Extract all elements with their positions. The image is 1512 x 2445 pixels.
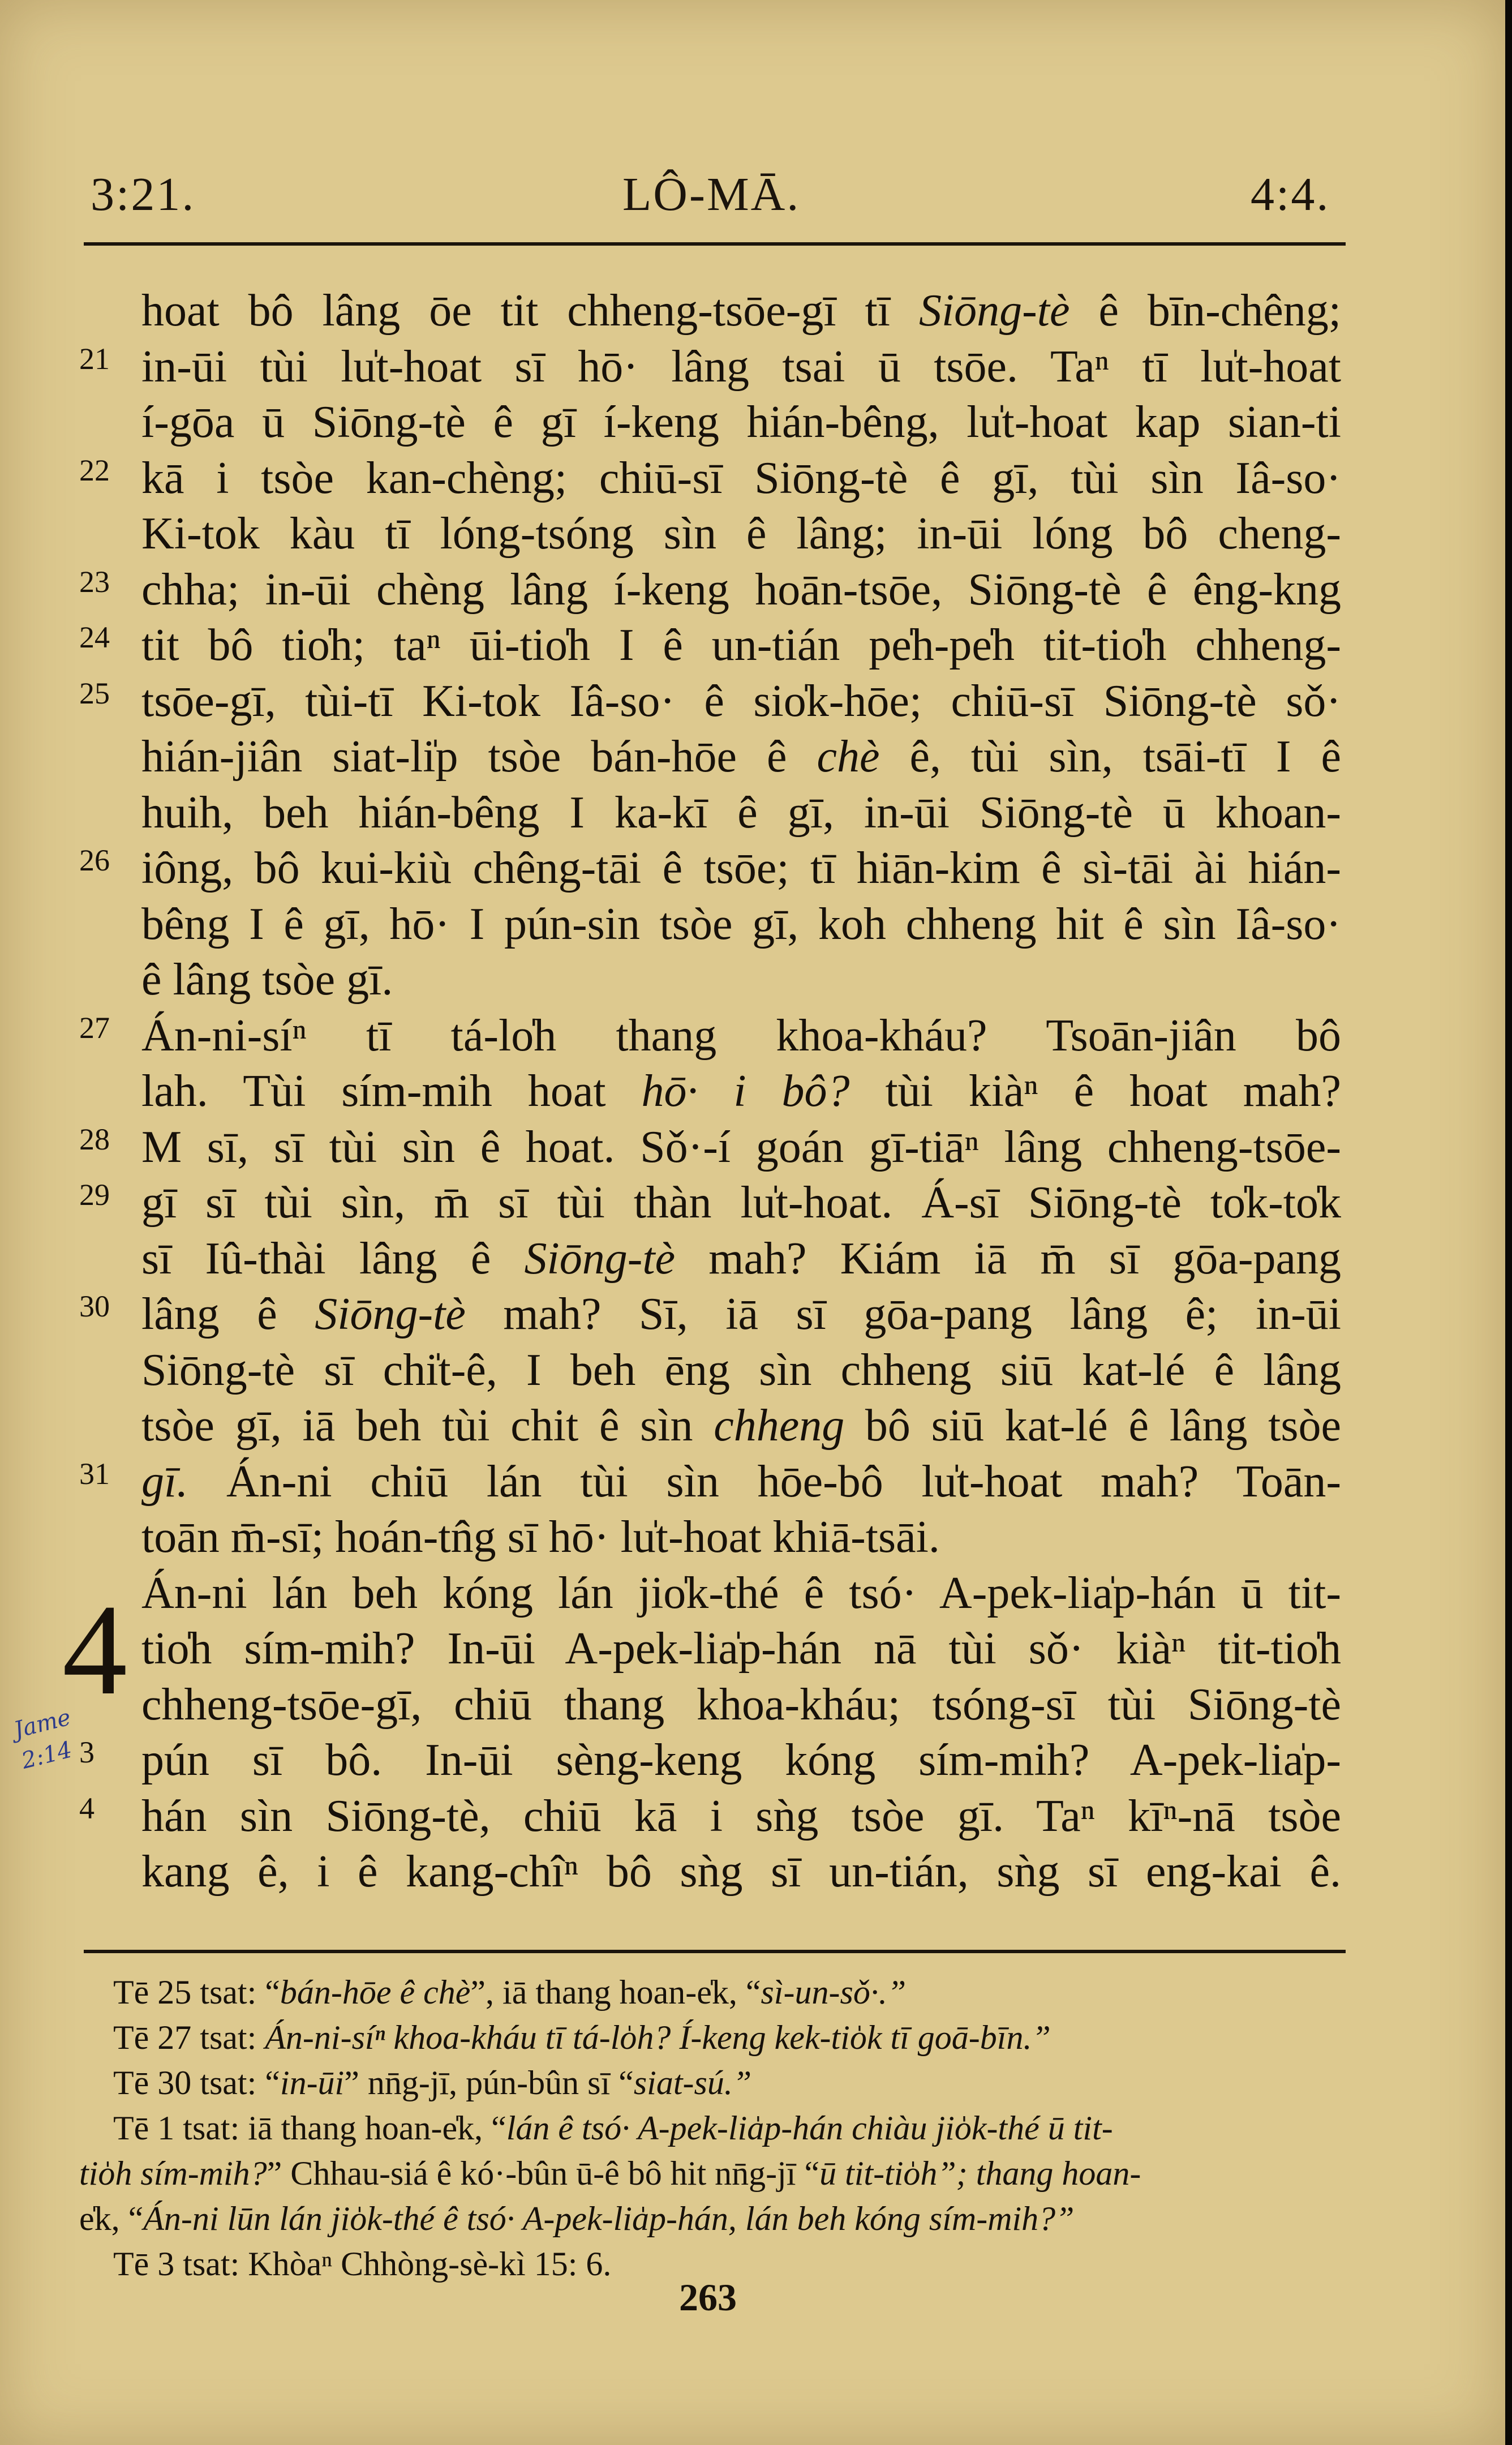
italic-text: Siōng-tè xyxy=(524,1233,676,1284)
text-line xyxy=(141,394,1341,451)
verse-number: 30 xyxy=(79,1289,110,1323)
footnote-line xyxy=(74,2151,1341,2196)
footnote-line xyxy=(74,2196,1341,2241)
verse-number: 26 xyxy=(79,843,110,877)
text-line xyxy=(141,1565,1341,1622)
line-text: hián-jiân siat-li̍p tsòe bán-hōe ê xyxy=(141,732,817,782)
line-text: toān m̄-sī; hoán-tn̂g sī hō· lu̍t-hoat khiā-tsāi. xyxy=(141,1512,940,1562)
text-line xyxy=(141,1844,1341,1900)
text-line xyxy=(79,1119,1341,1176)
italic-text: chè xyxy=(817,732,880,782)
line-text: lah. Tùi sím-mih hoat xyxy=(141,1066,642,1116)
line-text: chha; in-ūi chèng lâng í-keng hoān-tsōe, Siōng-tè ê êng-kng xyxy=(141,564,1341,615)
verse-number: 21 xyxy=(79,341,110,376)
text-line xyxy=(79,1286,1341,1342)
text-line xyxy=(141,283,1341,339)
text-line xyxy=(79,1008,1341,1064)
verse-number: 3 xyxy=(79,1735,94,1769)
chapter-number: 4 xyxy=(62,1577,127,1722)
italic-text: hō· i bô? xyxy=(641,1066,850,1116)
line-text: Án-ni chiū lán tùi sìn hōe-bô lu̍t-hoat mah? Toān- xyxy=(188,1456,1341,1507)
footnote-italic: lán ê tsó· A-pek-lia̍p-hán chiàu jio̍k-thé ū tit- xyxy=(506,2109,1113,2147)
footnote-line xyxy=(74,1970,1341,2015)
footnote-line xyxy=(74,2105,1341,2151)
line-text: M sī, sī tùi sìn ê hoat. Sǒ·-í goán gī-tiāⁿ lâng chheng-tsōe- xyxy=(141,1122,1341,1172)
italic-text: gī. xyxy=(141,1456,188,1507)
text-line xyxy=(141,952,1341,1008)
line-text: Án-ni lán beh kóng lán jio̍k-thé ê tsó· A-pek-lia̍p-hán ū tit- xyxy=(141,1568,1341,1618)
verse-number: 24 xyxy=(79,620,110,654)
footnote-italic: bán-hōe ê chè xyxy=(280,1974,471,2011)
verse-number: 31 xyxy=(79,1456,110,1491)
footnote-text: Tē 25 tsat: “ xyxy=(113,1974,280,2011)
italic-text: chheng xyxy=(714,1401,845,1451)
footnote-text: ” Chhau-siá ê kó·-bûn ū-ê bô hit nn̄g-jī “ xyxy=(267,2155,820,2192)
text-line xyxy=(79,1732,1341,1788)
line-text: pún sī bô. In-ūi sèng-keng kóng sím-mih? A-pek-lia̍p- xyxy=(141,1735,1341,1785)
line-text: Án-ni-síⁿ tī tá-lo̍h thang khoa-kháu? Tsoān-jiân bô xyxy=(141,1010,1341,1061)
header-rule xyxy=(84,242,1346,246)
text-line xyxy=(141,506,1341,562)
text-line xyxy=(141,1342,1341,1399)
footnote-rule xyxy=(84,1950,1346,1953)
footnote-text: Tē 30 tsat: “ xyxy=(113,2064,280,2101)
line-text: Siōng-tè sī chi̍t-ê, I beh ēng sìn chheng siū kat-lé ê lâng xyxy=(141,1345,1341,1395)
text-line xyxy=(141,1063,1341,1119)
line-text: tit bô tio̍h; taⁿ ūi-tio̍h I ê un-tián pe̍h-pe̍h tit-tio̍h chheng- xyxy=(141,620,1341,670)
line-text: ê bīn-chêng; xyxy=(1069,286,1342,336)
footnote-text: e̍k, “ xyxy=(79,2200,144,2237)
scripture-text xyxy=(79,283,1342,1900)
text-line xyxy=(79,1175,1341,1231)
text-line xyxy=(79,840,1341,896)
verse-number: 27 xyxy=(79,1010,110,1045)
line-text: sī Iû-thài lâng ê xyxy=(141,1233,525,1284)
line-text: tsōe-gī, tùi-tī Ki-tok Iâ-so· ê sio̍k-hōe; chiū-sī Siōng-tè sǒ· xyxy=(141,676,1341,726)
verse-number: 4 xyxy=(79,1791,94,1825)
line-text: ê lâng tsòe gī. xyxy=(141,955,393,1005)
line-text: mah? Kiám iā m̄ sī gōa-pang xyxy=(675,1233,1342,1284)
footnote-italic: in-ūi xyxy=(280,2064,345,2101)
text-line xyxy=(79,451,1341,507)
footnote-italic: tio̍h sím-mih? xyxy=(79,2155,267,2192)
line-text: tsòe gī, iā beh tùi chit ê sìn xyxy=(141,1401,714,1451)
text-line xyxy=(141,1621,1341,1677)
header-left-reference: 3:21. xyxy=(91,168,196,221)
footnote-line xyxy=(74,2060,1341,2105)
footnote-text: ”, iā thang hoan-e̍k, “ xyxy=(470,1974,761,2011)
text-line xyxy=(79,562,1341,618)
footnote-italic: Án-ni-síⁿ khoa-kháu tī tá-lo̍h? Í-keng kek-tio̍k tī goā-bīn.” xyxy=(265,2019,1051,2056)
footnote-text: Tē 3 tsat: Khòaⁿ Chhòng-sè-kì 15: 6. xyxy=(113,2245,612,2283)
handwritten-annotation: Jame 2:14 xyxy=(11,1704,75,1774)
text-line xyxy=(141,1677,1341,1733)
line-text: tio̍h sím-mih? In-ūi A-pek-lia̍p-hán nā tùi sǒ· kiàⁿ tit-tio̍h xyxy=(141,1624,1341,1674)
text-line xyxy=(79,339,1341,395)
line-text: bêng I ê gī, hō· I pún-sin tsòe gī, koh chheng hit ê sìn Iâ-so· xyxy=(141,899,1341,949)
line-text: mah? Sī, iā sī gōa-pang lâng ê; in-ūi xyxy=(465,1289,1341,1339)
text-line xyxy=(79,617,1341,674)
footnotes xyxy=(74,1970,1341,2287)
line-text: iông, bô kui-kiù chêng-tāi ê tsōe; tī hiān-kim ê sì-tāi ài hián- xyxy=(141,843,1341,893)
text-line xyxy=(141,1231,1341,1287)
line-text: kā i tsòe kan-chèng; chiū-sī Siōng-tè ê gī, tùi sìn Iâ-so· xyxy=(141,453,1341,503)
header-right-reference: 4:4. xyxy=(1251,168,1330,221)
line-text: bô siū kat-lé ê lâng tsòe xyxy=(844,1401,1342,1451)
footnote-italic: Án-ni lūn lán jio̍k-thé ê tsó· A-pek-lia̍p-hán, lán beh kóng sím-mih?” xyxy=(143,2200,1075,2237)
footnote-text: Tē 27 tsat: xyxy=(113,2019,265,2056)
italic-text: Siōng-tè xyxy=(918,286,1070,336)
text-line xyxy=(141,729,1341,785)
footnote-italic: siat-sú.” xyxy=(633,2064,752,2101)
footnote-text: Tē 1 tsat: iā thang hoan-e̍k, “ xyxy=(113,2109,506,2147)
line-text: lâng ê xyxy=(141,1289,315,1339)
line-text: huih, beh hián-bêng I ka-kī ê gī, in-ūi Siōng-tè ū khoan- xyxy=(141,787,1341,838)
line-text: hán sìn Siōng-tè, chiū kā i sǹg tsòe gī. Taⁿ kīⁿ-nā tsòe xyxy=(141,1791,1341,1841)
text-line xyxy=(79,1454,1341,1510)
footnote-line xyxy=(74,2015,1341,2060)
italic-text: Siōng-tè xyxy=(315,1289,466,1339)
line-text: hoat bô lâng ōe tit chheng-tsōe-gī tī xyxy=(141,286,919,336)
line-text: í-gōa ū Siōng-tè ê gī í-keng hián-bêng, lu̍t-hoat kap sian-ti xyxy=(141,397,1341,447)
verse-number: 28 xyxy=(79,1122,110,1156)
verse-number: 29 xyxy=(79,1178,110,1212)
header-book-title: LÔ-MĀ. xyxy=(622,168,801,221)
verse-number: 22 xyxy=(79,453,110,487)
line-text: kang ê, i ê kang-chîⁿ bô sǹg sī un-tián, sǹg sī eng-kai ê. xyxy=(141,1847,1341,1897)
text-line xyxy=(141,1398,1341,1454)
verse-number: 23 xyxy=(79,564,110,599)
text-line xyxy=(141,896,1341,953)
text-line xyxy=(141,1509,1341,1565)
text-line xyxy=(141,785,1341,841)
page-number: 263 xyxy=(679,2276,737,2319)
line-text: in-ūi tùi lu̍t-hoat sī hō· lâng tsai ū tsōe. Taⁿ tī lu̍t-hoat xyxy=(141,341,1341,392)
text-line xyxy=(79,1788,1341,1845)
line-text: tùi kiàⁿ ê hoat mah? xyxy=(849,1066,1341,1116)
line-text: chheng-tsōe-gī, chiū thang khoa-kháu; tsóng-sī tùi Siōng-tè xyxy=(141,1679,1341,1730)
line-text: ê, tùi sìn, tsāi-tī I ê xyxy=(879,732,1341,782)
footnote-italic: sì-un-sǒ·.” xyxy=(761,1974,907,2011)
line-text: Ki-tok kàu tī lóng-tsóng sìn ê lâng; in-ūi lóng bô cheng- xyxy=(141,509,1341,559)
line-text: gī sī tùi sìn, m̄ sī tùi thàn lu̍t-hoat. Á-sī Siōng-tè to̍k-to̍k xyxy=(141,1178,1341,1228)
footnote-italic: ū tit-tio̍h”; thang hoan- xyxy=(819,2155,1141,2192)
verse-number: 25 xyxy=(79,676,110,710)
footnote-text: ” nn̄g-jī, pún-bûn sī “ xyxy=(344,2064,634,2101)
text-line xyxy=(79,674,1341,730)
